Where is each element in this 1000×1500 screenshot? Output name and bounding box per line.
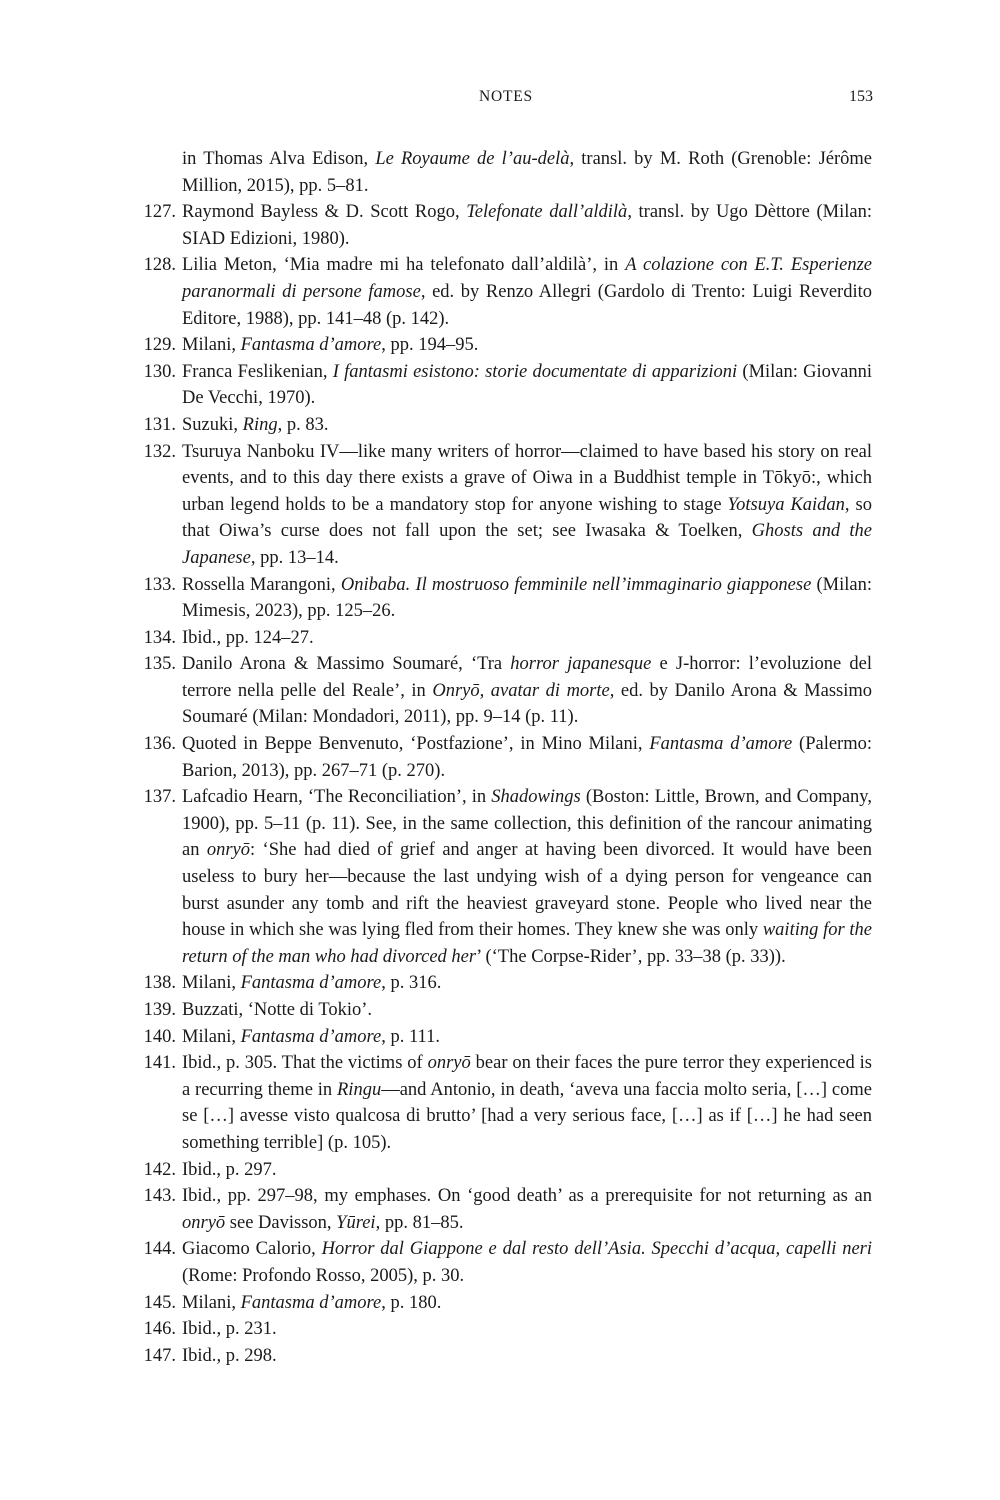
endnote-number: 134.	[143, 627, 176, 648]
endnote	[136, 970, 872, 997]
endnote-number: 142.	[143, 1159, 176, 1180]
italic-title: Onryō, avatar di morte	[432, 680, 610, 701]
note-text-run: p. 298.	[221, 1345, 277, 1366]
endnote-number: 131.	[143, 414, 176, 435]
note-text-run: Milani,	[182, 973, 241, 994]
endnote-text	[182, 442, 872, 568]
note-text-run: Ibid.	[182, 1186, 217, 1207]
note-text-run: pp. 124–27.	[221, 627, 314, 648]
endnote-text	[182, 1160, 277, 1180]
endnote-text	[182, 1239, 872, 1286]
note-text-run: ’ (‘The Corpse-Rider’, pp. 33–38 (p. 33)).	[476, 946, 786, 967]
endnote-text	[182, 1346, 277, 1366]
italic-title: Yūrei	[336, 1212, 376, 1233]
endnote	[136, 997, 872, 1024]
note-text-run: , pp. 81–85.	[375, 1212, 464, 1233]
endnote	[136, 1316, 872, 1343]
italic-title: Ring	[242, 414, 278, 435]
note-text-run: p. 305. That the victims of	[221, 1053, 428, 1074]
endnote	[136, 651, 872, 731]
note-text-run: p. 231.	[221, 1319, 277, 1340]
endnote-number: 145.	[143, 1292, 176, 1313]
note-text-run: Franca Feslikenian,	[182, 361, 333, 382]
note-text-run: Ibid.	[182, 1319, 217, 1340]
note-text-run: , ed. by Renzo Allegri (Gardolo di Trento: Luigi Reverdito Editore, 1988), pp. 141–48 (p. 142).	[182, 281, 872, 329]
italic-title: I fantasmi esistono: storie documentate di apparizioni	[332, 361, 738, 382]
endnote-text	[182, 734, 872, 781]
endnote	[136, 332, 872, 359]
endnote-number: 130.	[143, 361, 176, 382]
note-text-run: (Milan: Giovanni De Vecchi, 1970).	[182, 361, 872, 409]
italic-title: Fantasma d’amore	[240, 1292, 382, 1313]
endnote	[136, 146, 872, 199]
endnote-text	[182, 255, 872, 328]
italic-title: Horror dal Giappone e dal resto dell’Asia. Specchi d’acqua, capelli neri	[321, 1239, 872, 1260]
italic-title: Telefonate dall’aldilà	[466, 202, 628, 223]
note-text-run: Danilo Arona & Massimo Soumaré, ‘Tra	[182, 654, 511, 675]
endnotes-list	[136, 146, 872, 1369]
note-text-run: , p. 180.	[381, 1292, 442, 1313]
endnote-text	[182, 654, 872, 727]
endnote-number: 137.	[143, 787, 176, 808]
note-text-run: Giacomo Calorio,	[182, 1239, 322, 1260]
note-text-run: , p. 111.	[381, 1026, 440, 1047]
note-text-run: , ed. by Danilo Arona & Massimo Soumaré (Milan: Mondadori, 2011), pp. 9–14 (p. 11).	[182, 680, 872, 728]
endnote	[136, 1050, 872, 1156]
endnote-number: 140.	[143, 1026, 176, 1047]
endnote-number: 128.	[143, 255, 176, 276]
endnote-text	[182, 787, 872, 967]
endnote-number: 139.	[143, 1000, 176, 1020]
running-head-title: NOTES	[479, 88, 533, 105]
note-text-run: Rossella Marangoni,	[182, 574, 341, 595]
italic-title: Onibaba. Il mostruoso femminile nell’immaginario giapponese	[340, 574, 812, 595]
italic-title: Le Royaume de l’au-delà	[375, 149, 570, 169]
note-text-run: : ‘She had died of grief and anger at having been divorced. It would have been useless to bury her—because the last undying wish of a dying person for vengeance can burst asunder any tomb and rift the heaviest graveyard stone. People who lived near the house in which she was lying fled from their homes. They knew she was only	[182, 840, 872, 941]
note-text-run: , p. 83.	[277, 414, 329, 435]
endnote-text	[182, 628, 314, 648]
endnote-number: 143.	[143, 1186, 176, 1207]
italic-title: onryō	[182, 1212, 226, 1233]
italic-title: Fantasma d’amore	[240, 973, 382, 994]
note-text-run: e J-horror: l’evoluzione del terrore nella pelle del Reale’, in	[182, 654, 872, 701]
note-text-run: see Davisson,	[225, 1212, 337, 1233]
endnote	[136, 784, 872, 970]
endnote	[136, 1343, 872, 1370]
italic-title: Ringu	[337, 1079, 382, 1100]
italic-title: horror japanesque	[510, 654, 652, 675]
endnote	[136, 625, 872, 652]
endnote-text	[182, 335, 478, 355]
note-text-run: Lafcadio Hearn, ‘The Reconciliation’, in	[182, 787, 492, 808]
endnote-number: 147.	[143, 1345, 176, 1366]
note-text-run: in Thomas Alva Edison,	[182, 149, 376, 169]
italic-title: waiting for the return of the man who had divorced her	[182, 920, 873, 967]
endnote	[136, 199, 872, 252]
italic-title: Yotsuya Kaidan	[727, 494, 845, 515]
page-number: 153	[849, 88, 873, 105]
note-text-run: , transl. by M. Roth (Grenoble: Jérôme Million, 2015), pp. 5–81.	[182, 149, 872, 196]
note-text-run: Lilia Meton, ‘Mia madre mi ha telefonato dall’aldilà’, in	[182, 255, 626, 276]
note-text-run: (Rome: Profondo Rosso, 2005), p. 30.	[182, 1265, 465, 1286]
endnote-number: 146.	[143, 1319, 176, 1340]
endnote-number: 135.	[143, 654, 176, 675]
endnote	[136, 359, 872, 412]
italic-title: Fantasma d’amore	[240, 335, 382, 356]
endnote-text	[182, 202, 872, 249]
note-text-run: Suzuki,	[182, 414, 243, 435]
note-text-run: , transl. by Ugo Dèttore (Milan: SIAD Edizioni, 1980).	[182, 202, 872, 249]
note-text-run: Ibid., p. 297.	[182, 1159, 277, 1180]
endnote-text	[182, 1000, 372, 1020]
endnote-number: 141.	[143, 1053, 176, 1074]
endnote-number: 127.	[143, 202, 176, 223]
endnote	[136, 731, 872, 784]
note-text-run: , p. 316.	[381, 973, 442, 994]
note-text-run: bear on their faces the pure terror they experienced is a recurring theme in	[182, 1053, 872, 1100]
endnote-text	[182, 149, 872, 196]
italic-title: ,	[216, 1345, 222, 1366]
endnote	[136, 1157, 872, 1184]
note-text-run: , so that Oiwa’s curse does not fall upon the set; see Iwasaka & Toelken,	[182, 494, 872, 542]
endnote	[136, 412, 872, 439]
note-text-run: Milani,	[182, 1292, 241, 1313]
endnote-text	[182, 1293, 441, 1313]
italic-title: Fantasma d’amore	[649, 734, 793, 755]
italic-title: A colazione con E.T. Esperienze paranormali di persone famose	[182, 255, 872, 302]
italic-title: Ghosts and the Japanese	[182, 521, 873, 568]
italic-title: onryō	[206, 840, 251, 861]
note-text-run: (Milan: Mimesis, 2023), pp. 125–26.	[182, 574, 872, 622]
endnote-number: 144.	[143, 1239, 176, 1260]
note-text-run: (Palermo: Barion, 2013), pp. 267–71 (p. 270).	[182, 734, 873, 781]
note-text-run: Raymond Bayless & D. Scott Rogo,	[182, 202, 467, 223]
endnote	[136, 1024, 872, 1051]
endnote	[136, 252, 872, 332]
note-text-run: pp. 297–98, my emphases. On ‘good death’ as a prerequisite for not returning as an	[221, 1186, 872, 1207]
endnote-number: 129.	[143, 335, 176, 356]
endnote-text	[182, 1027, 440, 1047]
endnote-text	[182, 415, 328, 435]
italic-title: ,	[216, 1319, 222, 1340]
italic-title: ,	[216, 1053, 222, 1074]
note-text-run: —and Antonio, in death, ‘aveva una faccia molto seria, […] come se […] avesse visto qualcosa di brutto’ [had a very serious face, […] as if […] he had seen something terrible] (p. 105).	[182, 1079, 872, 1153]
italic-title: Shadowings	[491, 787, 581, 808]
italic-title: ,	[216, 1186, 222, 1207]
italic-title: ,	[216, 627, 222, 648]
note-text-run: Buzzati, ‘Notte di Tokio’.	[182, 1000, 373, 1020]
endnote-text	[182, 1319, 277, 1339]
note-text-run: Ibid.	[182, 627, 217, 648]
endnote-text	[182, 1186, 872, 1233]
note-text-run: (Boston: Little, Brown, and Company, 1900), pp. 5–11 (p. 11). See, in the same collection, this definition of the rancour animating an	[182, 787, 872, 861]
endnote	[136, 1290, 872, 1317]
italic-title: Fantasma d’amore	[240, 1026, 382, 1047]
note-text-run: , pp. 13–14.	[250, 547, 339, 568]
endnote	[136, 1236, 872, 1289]
note-text-run: Milani,	[182, 335, 241, 356]
italic-title: onryō	[427, 1053, 471, 1074]
note-text-run: , pp. 194–95.	[381, 335, 479, 356]
endnote-number: 132.	[143, 441, 176, 462]
endnote-text	[182, 575, 872, 622]
endnote-text	[182, 1053, 872, 1153]
endnote-text	[182, 362, 872, 409]
note-text-run: Tsuruya Nanboku IV—like many writers of horror—claimed to have based his story on real events, and to this day there exists a grave of Oiwa in a Buddhist temple in Tōkyō:, which urban legend holds to be a mandatory stop for anyone wishing to stage	[182, 441, 872, 515]
endnote-number: 133.	[143, 574, 176, 595]
endnote	[136, 572, 872, 625]
endnote-number: 138.	[143, 973, 176, 994]
endnote	[136, 1183, 872, 1236]
running-head	[0, 88, 1000, 110]
note-text-run: Quoted in Beppe Benvenuto, ‘Postfazione’, in Mino Milani,	[182, 734, 650, 755]
endnote-number: 136.	[143, 734, 176, 755]
note-text-run: Ibid.	[182, 1345, 217, 1366]
endnote-text	[182, 973, 441, 993]
note-text-run: Ibid.	[182, 1053, 217, 1074]
note-text-run: Milani,	[182, 1026, 241, 1047]
endnote	[136, 439, 872, 572]
